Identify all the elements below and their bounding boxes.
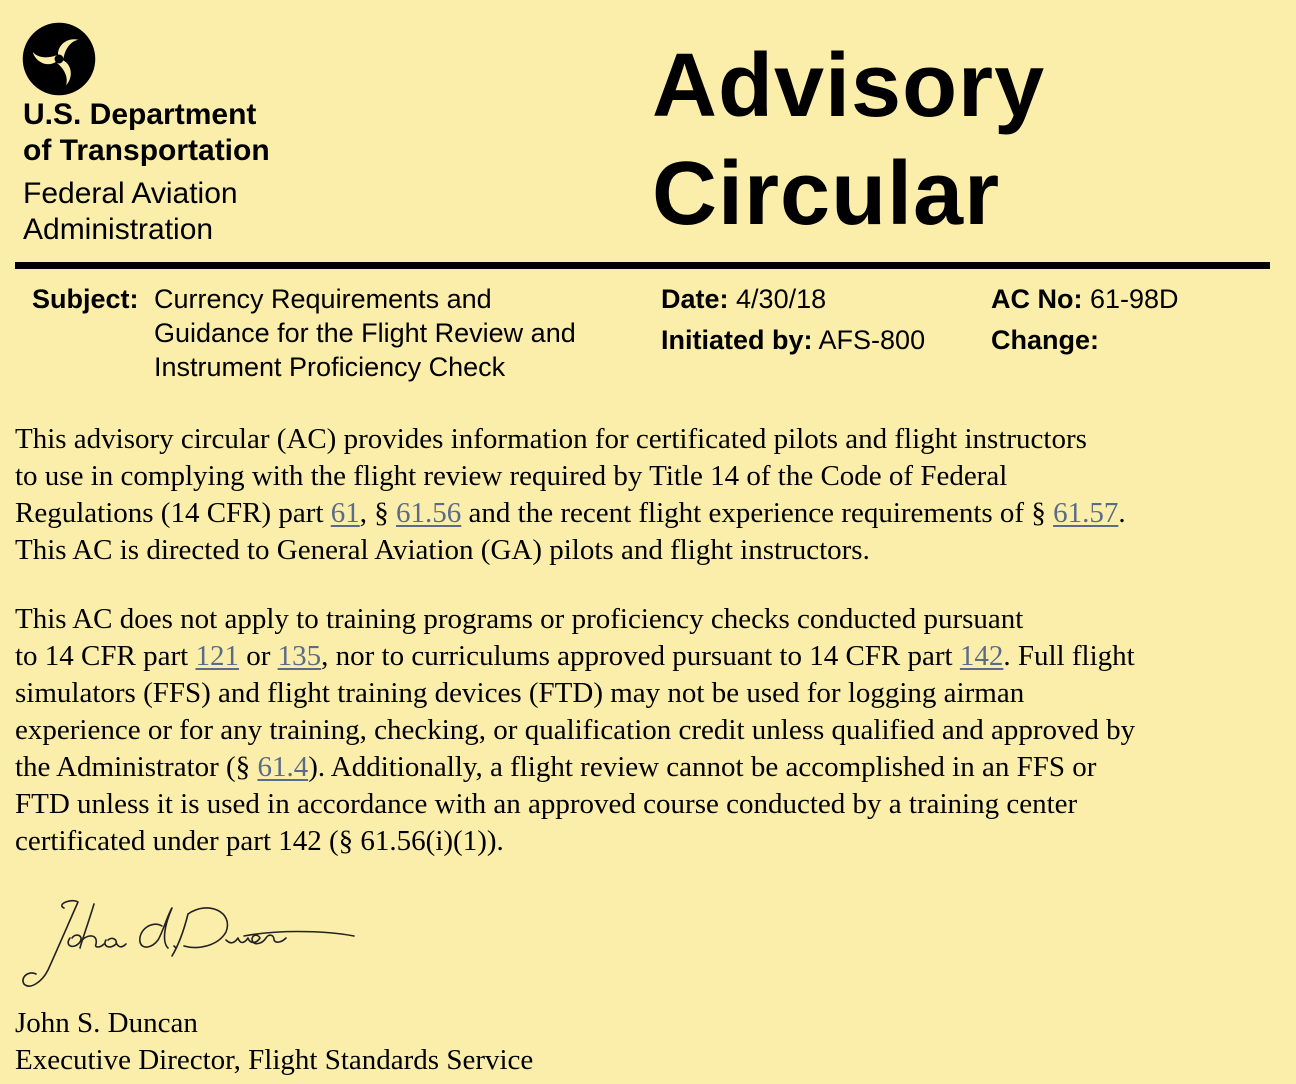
header-divider (15, 262, 1270, 269)
paragraph-line: FTD unless it is used in accordance with an approved course conducted by a training center (15, 788, 1078, 820)
document-title-line1: Advisory (652, 36, 1046, 136)
link-part-142[interactable]: 142 (959, 640, 1004, 672)
agency-name-line1: Federal Aviation (23, 177, 238, 210)
link-section-61-57[interactable]: 61.57 (1053, 497, 1119, 529)
paragraph-line (15, 638, 1135, 675)
link-section-61-56[interactable]: 61.56 (396, 497, 462, 529)
initiated-by-label: Initiated by: (661, 325, 813, 355)
text-run: and the recent flight experience requirements of § (461, 497, 1054, 529)
handwritten-signature (12, 890, 362, 1000)
ac-number-field (991, 282, 1179, 316)
text-run: to 14 CFR part (15, 640, 196, 672)
subject-line: Instrument Proficiency Check (154, 352, 506, 382)
subject-line: Guidance for the Flight Review and (154, 318, 576, 348)
document-title-line2: Circular (652, 144, 1001, 244)
text-run: , § (359, 497, 397, 529)
dot-triskelion-logo-icon (22, 22, 96, 96)
ac-number-value: 61-98D (1090, 284, 1179, 314)
change-field (991, 323, 1099, 357)
text-run: , nor to curriculums approved pursuant to 14 CFR part (321, 640, 960, 672)
body-paragraph-1 (15, 421, 1126, 569)
paragraph-line: to use in complying with the flight review required by Title 14 of the Code of Federal (15, 460, 1008, 492)
paragraph-line: This AC does not apply to training programs or proficiency checks conducted pursuant (15, 603, 1024, 635)
ac-number-label: AC No: (991, 284, 1083, 314)
text-run: the Administrator (§ (15, 751, 258, 783)
paragraph-line: This AC is directed to General Aviation (GA) pilots and flight instructors. (15, 534, 870, 566)
paragraph-line: certificated under part 142 (§ 61.56(i)(1)). (15, 825, 504, 857)
department-name-line2: of Transportation (23, 134, 270, 167)
date-label: Date: (661, 284, 729, 314)
paragraph-line: simulators (FFS) and flight training devices (FTD) may not be used for logging airman (15, 677, 1025, 709)
paragraph-line (15, 495, 1126, 532)
initiated-by-field (661, 323, 925, 357)
subject-text (154, 282, 576, 384)
body-paragraph-2 (15, 601, 1135, 860)
signer-title: Executive Director, Flight Standards Service (15, 1044, 534, 1076)
text-run: Regulations (14 CFR) part (15, 497, 331, 529)
paragraph-line: experience or for any training, checking, or qualification credit unless qualified and approved by (15, 714, 1136, 746)
paragraph-line (15, 749, 1135, 786)
link-part-61[interactable]: 61 (330, 497, 360, 529)
text-run: or (238, 640, 278, 672)
link-section-61-4[interactable]: 61.4 (257, 751, 309, 783)
date-field (661, 282, 826, 316)
link-part-135[interactable]: 135 (277, 640, 322, 672)
subject-line: Currency Requirements and (154, 284, 492, 314)
text-run: . (1118, 497, 1126, 529)
agency-name-line2: Administration (23, 213, 214, 246)
subject-label: Subject: (32, 284, 139, 314)
initiated-by-value: AFS-800 (818, 325, 926, 355)
change-label: Change: (991, 325, 1099, 355)
date-value: 4/30/18 (736, 284, 827, 314)
link-part-121[interactable]: 121 (195, 640, 239, 672)
text-run: . Full flight (1003, 640, 1135, 672)
paragraph-line: This advisory circular (AC) provides information for certificated pilots and flight instructors (15, 423, 1087, 455)
text-run: ). Additionally, a flight review cannot be accomplished in an FFS or (308, 751, 1097, 783)
department-name-line1: U.S. Department (23, 98, 257, 131)
signer-name: John S. Duncan (15, 1007, 198, 1039)
